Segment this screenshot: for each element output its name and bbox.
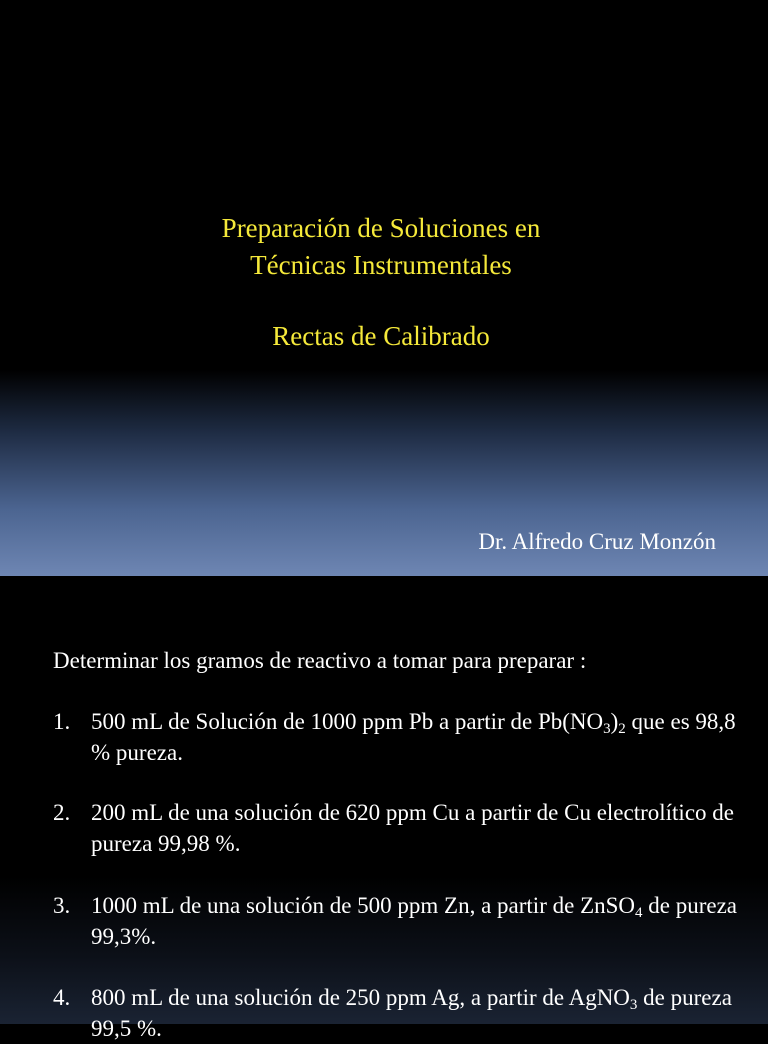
exercise-number: 4. bbox=[53, 985, 71, 1010]
exercise-text-part: de pureza 99,3%. bbox=[91, 893, 738, 949]
exercise-text-part: ) bbox=[610, 709, 619, 734]
exercise-slide bbox=[0, 576, 768, 1041]
exercise-text bbox=[91, 706, 753, 768]
title-line-2: Técnicas Instrumentales bbox=[250, 250, 512, 280]
title-line-1: Preparación de Soluciones en bbox=[221, 213, 541, 243]
exercise-number: 1. bbox=[53, 709, 71, 734]
exercise-text-part: de pureza 99,5 %. bbox=[91, 985, 732, 1041]
exercise-text-part: 800 mL de una solución de 250 ppm Ag, a partir de AgNO bbox=[91, 985, 630, 1010]
subscript: 3 bbox=[629, 997, 638, 1013]
exercise-item-1 bbox=[53, 706, 753, 768]
title-spacer bbox=[0, 284, 762, 318]
exercise-text bbox=[91, 890, 753, 952]
title-block bbox=[0, 210, 762, 355]
subscript: 3 bbox=[603, 721, 611, 737]
exercise-intro: Determinar los gramos de reactivo a tomar para preparar : bbox=[53, 648, 587, 673]
exercise-item-3 bbox=[53, 890, 753, 952]
author-name: Dr. Alfredo Cruz Monzón bbox=[478, 529, 716, 554]
exercise-text bbox=[91, 982, 753, 1044]
exercise-number: 2. bbox=[53, 800, 71, 825]
exercise-text-part: 1000 mL de una solución de 500 ppm Zn, a partir de ZnSO bbox=[91, 893, 636, 918]
exercise-text: 200 mL de una solución de 620 ppm Cu a partir de Cu electrolítico de pureza 99,98 %. bbox=[91, 800, 734, 856]
subscript: 2 bbox=[618, 721, 626, 737]
slide-subtitle: Rectas de Calibrado bbox=[272, 321, 490, 351]
exercise-text-part: que es 98,8 % pureza. bbox=[91, 709, 736, 765]
exercise-item-2 bbox=[53, 797, 753, 859]
exercise-text-part: 500 mL de Solución de 1000 ppm Pb a partir de Pb(NO bbox=[91, 709, 604, 734]
subscript: 4 bbox=[635, 905, 643, 921]
exercise-item-4 bbox=[53, 982, 753, 1044]
exercise-number: 3. bbox=[53, 893, 71, 918]
